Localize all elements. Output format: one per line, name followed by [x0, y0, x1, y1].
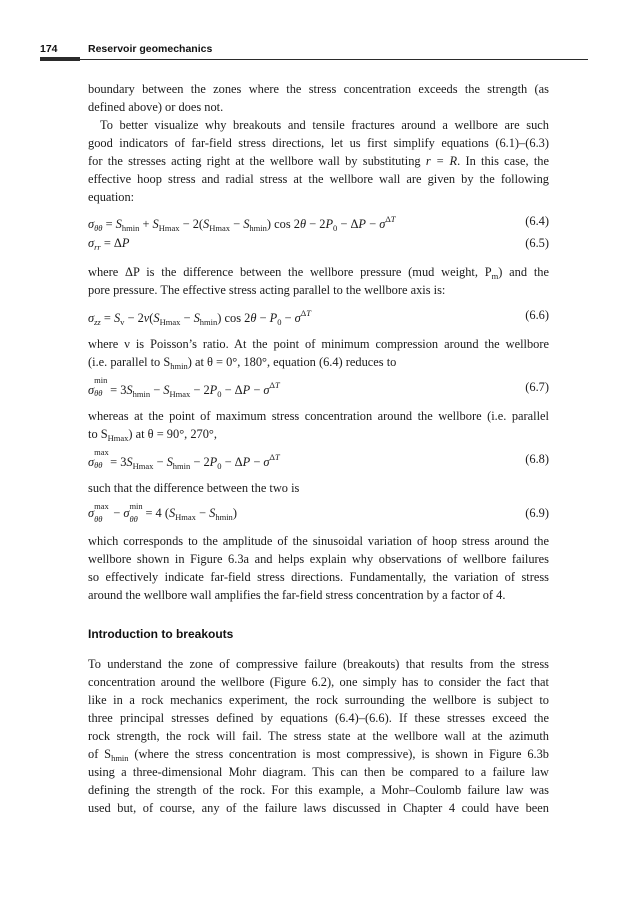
equation-6-4: $\sigma_{\theta\theta} = S_{hmin} + S_{Hmax} - 2(S_{Hmax} - S_{hmin})$ $\cos 2\theta - 2P_0 - \Delta P - \sigma^{\Delta T}$ (6.4): [88, 214, 549, 233]
paragraph-4: where ν is Poisson’s ratio. At the point of minimum compression around the wellbore (i.e. parallel to $S_{hmin}$) at θ = 0°, 180°, equation (6.4) reduces to: [88, 337, 549, 371]
paragraph-7: which corresponds to the amplitude of the sinusoidal variation of hoop stress around the wellbore shown in Figure 6.3a and helps explain why observations of wellbore failures so effectively indicate far-field stress directions. Fundamentally, the variation of stress around the wellbore wall amplifies the far-field stress concentration by a factor of 4.: [88, 534, 549, 602]
paragraph-2: To better visualize why breakouts and tensile fractures around a wellbore are such good indicators of far-field stress directions, let us first simplify equations (6.1)–(6.3) for the stresses acting right at the wellbore wall by substituting r = R. In this case, the effective hoop stress and radial stress at the wellbore wall are given by the following equation:: [88, 118, 549, 204]
paragraph-3: where ΔP is the difference between the wellbore pressure (mud weight, $P_m$) and the pore pressure. The effective stress acting parallel to the wellbore axis is:: [88, 265, 549, 297]
paragraph-6: such that the difference between the two is: [88, 481, 300, 495]
equation-number: (6.9): [525, 506, 549, 520]
page-number: 174: [40, 43, 58, 55]
header-bar: [40, 57, 80, 61]
equation-6-7: σ min θθ = $3S_{hmin} - S_{Hmax} - 2P_0 - \Delta P - \sigma^{\Delta T}$ (6.7): [88, 375, 549, 399]
paragraph-5: whereas at the point of maximum stress concentration around the wellbore (i.e. parallel to $S_{Hmax}$) at θ = 90°, 270°,: [88, 409, 549, 443]
running-header: [40, 40, 552, 68]
running-head-title: Reservoir geomechanics: [88, 43, 213, 55]
paragraph-8: To understand the zone of compressive failure (breakouts) that results from the stress concentration around the wellbore (Figure 6.2), one simply has to consider the fact that like in a rock mechanics experiment, the rock surrounding the wellbore is subject to three principal stresses defined by equations (6.4)–(6.6). If these stresses exceed the rock strength, the rock will fail. The stress state at the wellbore wall at the azimuth of $S_{hmin}$ (where the stress concentration is most compressive), is shown in Figure 6.3b using a three-dimensional Mohr diagram. This can then be compared to a failure law defining the strength of the rock. For this example, a Mohr–Coulomb failure law was used but, of course, any of the failure laws discussed in Chapter 4 could have been: [88, 657, 549, 815]
equation-number: (6.6): [525, 308, 549, 322]
equation-number: (6.5): [525, 236, 549, 250]
equation-number: (6.7): [525, 380, 549, 394]
section-heading: Introduction to breakouts: [88, 627, 234, 641]
equation-6-5: $\sigma_{rr} = \Delta P$ (6.5): [88, 236, 549, 252]
header-rule: [80, 59, 588, 60]
equation-6-8: σ max θθ = $3S_{Hmax} - S_{hmin} - 2P_0 - \Delta P - \sigma^{\Delta T}$ (6.8): [88, 447, 549, 471]
equation-6-9: σ max θθ − σ min θθ = 4 $(S_{Hmax} - S_{hmin})$ (6.9): [88, 501, 549, 524]
equation-number: (6.4): [525, 214, 549, 228]
equation-number: (6.8): [525, 452, 549, 466]
paragraph-1: boundary between the zones where the stress concentration exceeds the strength (as defined above) or does not.: [88, 82, 549, 114]
equation-6-6: $\sigma_{zz} = S_v - 2\nu(S_{Hmax} - S_{hmin})$ $\cos 2\theta - P_0 - \sigma^{\Delta T}$ (6.6): [88, 308, 549, 327]
